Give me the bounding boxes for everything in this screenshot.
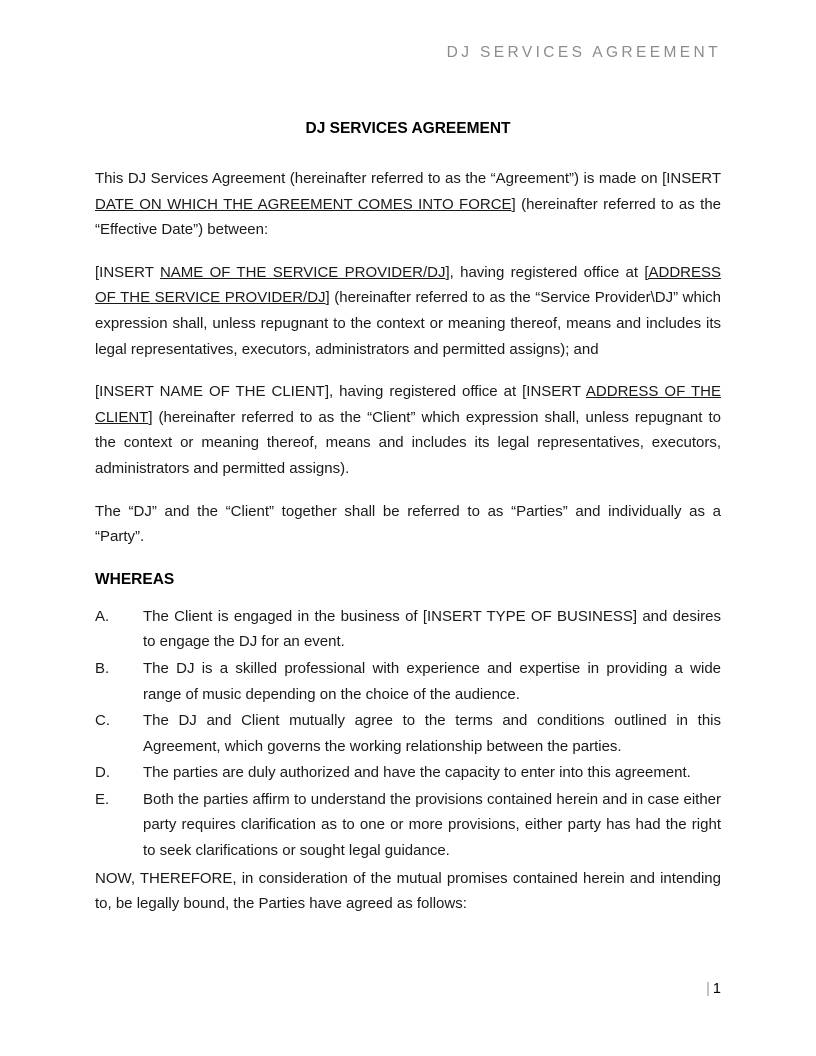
page-footer: [95, 980, 721, 998]
page-title: DJ SERVICES AGREEMENT: [305, 120, 511, 137]
footer-separator: |: [706, 981, 710, 997]
provider-placeholder-name: NAME OF THE SERVICE PROVIDER/DJ: [159, 263, 446, 281]
list-item-text: Both the parties affirm to understand the provisions contained herein and in case either party requires clarification as to one or more provisions, either party has had the right to seek clarifications or sought legal guidance.: [143, 790, 721, 860]
list-item: [95, 760, 721, 786]
paragraph-closing: NOW, THEREFORE, in consideration of the mutual promises contained herein and intending to, be legally bound, the Parties have agreed as follows:: [95, 869, 721, 913]
list-item: [95, 656, 721, 707]
list-item: [95, 708, 721, 759]
provider-text-part-3: ] (hereinafter referred to as the “Service Provider\DJ” which expression shall, unless repugnant to the context or meaning thereof, means and includes its legal representatives, executors, administrators and permitted assigns); and: [95, 289, 721, 358]
provider-text-part-1: [INSERT: [95, 263, 160, 281]
paragraph-intro: [95, 166, 721, 243]
list-item-marker: B.: [95, 659, 110, 677]
client-text-part-1: [INSERT NAME OF THE CLIENT], having registered office at [INSERT: [95, 383, 586, 401]
list-item-text: The DJ and Client mutually agree to the terms and conditions outlined in this Agreement, which governs the working relationship between the parties.: [143, 712, 721, 755]
running-header: DJ SERVICES AGREEMENT: [446, 44, 721, 61]
list-item-marker: D.: [95, 764, 110, 782]
intro-placeholder-date: DATE ON WHICH THE AGREEMENT COMES INTO FORCE: [95, 195, 512, 213]
whereas-heading: WHEREAS: [95, 570, 175, 588]
intro-text-part-1: This DJ Services Agreement (hereinafter referred to as the “Agreement”) is made on [INSERT: [95, 170, 721, 187]
list-item-text: The Client is engaged in the business of [INSERT TYPE OF BUSINESS] and desires to engage the DJ for an event.: [143, 607, 721, 651]
list-item-marker: A.: [95, 607, 110, 625]
list-item: [95, 604, 721, 655]
paragraph-client: [95, 379, 721, 481]
provider-text-part-2: ], having registered office at: [445, 263, 645, 281]
client-placeholder-address: ADDRESS OF THE CLIENT: [95, 383, 721, 426]
list-item-marker: C.: [95, 712, 110, 730]
document-body: [95, 118, 721, 917]
paragraph-parties-definition: The “DJ” and the “Client” together shall be referred to as “Parties” and individually as a “Party”.: [95, 502, 721, 546]
intro-text-part-2: ] (hereinafter referred to as the “Effective Date”) between:: [95, 195, 721, 239]
client-text-part-2: ] (hereinafter referred to as the “Client” which expression shall, unless repugnant to the context or meaning thereof, means and includes its legal representatives, executors, administrators and permitted assigns).: [95, 408, 721, 477]
page-number: 1: [712, 981, 721, 997]
list-item-marker: E.: [95, 790, 110, 808]
recitals-list: [95, 604, 721, 864]
list-item-text: The parties are duly authorized and have the capacity to enter into this agreement.: [143, 764, 691, 782]
paragraph-service-provider: [95, 260, 721, 362]
list-item-text: The DJ is a skilled professional with experience and expertise in providing a wide range of music depending on the choice of the audience.: [143, 659, 721, 703]
list-item: [95, 787, 721, 864]
provider-placeholder-address: [ADDRESS OF THE SERVICE PROVIDER/DJ: [95, 263, 721, 307]
